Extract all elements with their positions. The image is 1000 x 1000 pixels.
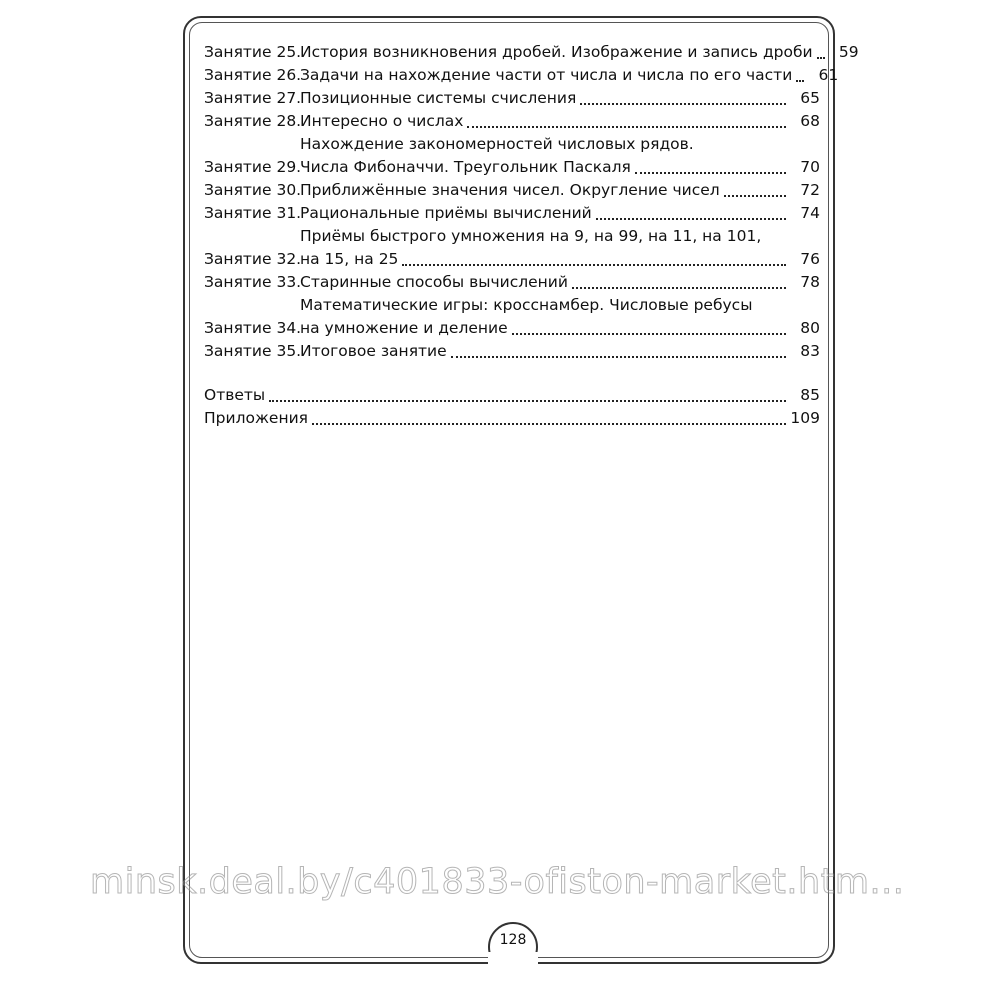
page-number: 128 [499,932,527,948]
lesson-title: Нахождение закономерностей числовых рядов. [300,135,694,153]
toc-entry [204,225,820,271]
dot-leader [817,57,825,59]
lesson-number: Занятие 29. [204,158,302,176]
lesson-title: Позиционные системы счисления [300,89,577,107]
lesson-title: Итоговое занятие [300,342,447,360]
page-ref: 59 [838,43,859,61]
lesson-number: Занятие 35. [204,342,302,360]
spacer [204,363,820,384]
dot-leader [269,400,786,402]
dot-leader [724,195,786,197]
lesson-number: Занятие 25. [204,43,302,61]
page-ref: 65 [800,89,820,107]
watermark: minsk.deal.by/c401833-ofiston-market.htm... [90,862,905,902]
toc-entry [204,202,820,225]
dot-leader [796,80,804,82]
page-ref: 68 [800,112,820,130]
toc-entry [204,179,820,202]
lesson-title: на умножение и деление [300,319,508,337]
toc-entry [204,271,820,294]
dot-leader [512,333,786,335]
appendix-title: Приложения [204,409,308,427]
lesson-number: Занятие 33. [204,273,302,291]
lesson-title: Старинные способы вычислений [300,273,568,291]
dot-leader [402,264,786,266]
dot-leader [312,423,786,425]
lesson-number: Занятие 27. [204,89,302,107]
toc-entry [204,41,859,64]
toc-entry [204,294,820,340]
toc-entry [204,110,820,133]
toc-appendix-entry [204,407,820,430]
page-ref: 76 [800,250,820,268]
lesson-title: Математические игры: кросснамбер. Числовые ребусы [300,296,753,314]
lesson-title: Приближённые значения чисел. Округление чисел [300,181,720,199]
dot-leader [572,287,786,289]
dot-leader [596,218,786,220]
page-ref: 80 [800,319,820,337]
lesson-title: Интересно о числах [300,112,464,130]
lesson-title: История возникновения дробей. Изображение и запись дроби [300,43,813,61]
toc-entry [204,87,820,110]
lesson-title: Рациональные приёмы вычислений [300,204,592,222]
table-of-contents [204,41,859,430]
page-ref: 85 [800,386,820,404]
dot-leader [451,356,786,358]
lesson-number: Занятие 26. [204,66,302,84]
lesson-title: Приёмы быстрого умножения на 9, на 99, на 11, на 101, [300,227,762,245]
page-ref: 70 [800,158,820,176]
lesson-number: Занятие 34. [204,319,302,337]
lesson-number: Занятие 31. [204,204,302,222]
page-ref: 61 [818,66,839,84]
dot-leader [635,172,786,174]
lesson-number: Занятие 28. [204,112,302,130]
toc-entry [204,64,839,87]
lesson-number: Занятие 32. [204,250,302,268]
dot-leader [580,103,786,105]
page-ref: 74 [800,204,820,222]
dot-leader [467,126,786,128]
appendix-title: Ответы [204,386,266,404]
lesson-title: Числа Фибоначчи. Треугольник Паскаля [300,158,631,176]
lesson-title: Задачи на нахождение части от числа и числа по его части [300,66,793,84]
toc-entry [204,133,820,179]
lesson-title: на 15, на 25 [300,250,399,268]
page-ref: 78 [800,273,820,291]
page-ref: 72 [800,181,820,199]
page-ref: 83 [800,342,820,360]
toc-appendix-entry [204,384,820,407]
toc-entry [204,340,820,363]
page-ref: 109 [790,409,820,427]
lesson-number: Занятие 30. [204,181,302,199]
